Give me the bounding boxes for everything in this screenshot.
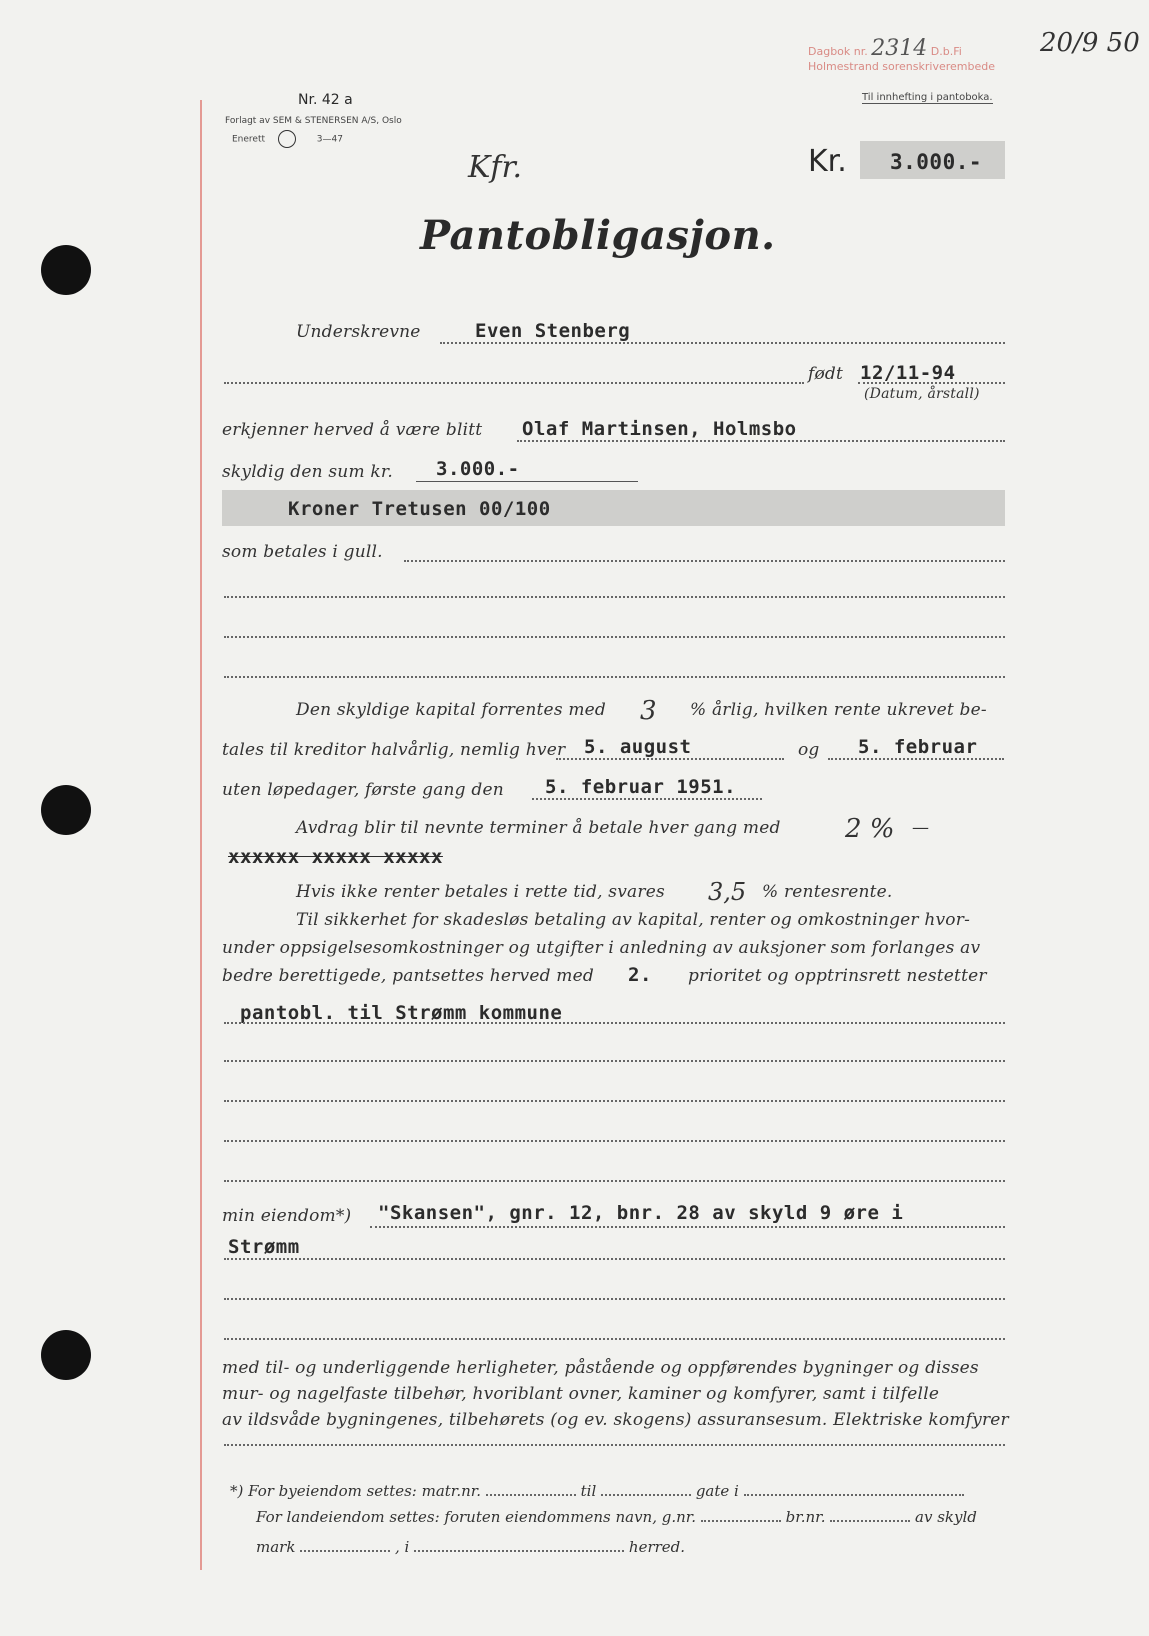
closing-line3: av ildsvåde bygningenes, tilbehørets (og ev. skogens) assuransesum. Elektriske komfyrer — [222, 1410, 1009, 1430]
erkjenner-value: Olaf Martinsen, Holmsbo — [522, 418, 797, 440]
property-line1: "Skansen", gnr. 12, bnr. 28 av skyld 9 øre i — [378, 1202, 904, 1224]
security-line1: Til sikkerhet for skadesløs betaling av kapital, renter og omkostninger hvor- — [296, 910, 971, 930]
footnote-3b: , i — [395, 1538, 410, 1556]
punch-hole-middle — [41, 785, 91, 835]
security-line3-a: bedre berettigede, pantsettes herved med — [222, 966, 594, 986]
property-line2: Strømm — [228, 1236, 300, 1258]
handwritten-date: 20/9 50 — [1040, 28, 1140, 58]
publisher-line2 — [232, 130, 343, 148]
footnote-line3 — [256, 1538, 856, 1556]
dagbok-number: 2314 — [871, 36, 928, 61]
fodt-label: født — [808, 364, 844, 384]
footnote-1b: til — [580, 1482, 597, 1500]
interest-rate: 3 — [640, 696, 657, 726]
skyldig-label: skyldig den sum kr. — [222, 462, 393, 482]
rentes-rate: 3,5 — [708, 878, 747, 906]
closing-line2: mur- og nagelfaste tilbehør, hvoriblant ovner, kaminer og komfyrer, samt i tilfelle — [222, 1384, 940, 1404]
page-title: Pantobligasjon. — [420, 212, 776, 259]
footnote-3a: mark — [256, 1538, 296, 1556]
security-line2: under oppsigelsesomkostninger og utgifter i anledning av auksjoner som forlanges av — [222, 938, 981, 958]
interest-line2-a: tales til kreditor halvårlig, nemlig hver — [222, 740, 566, 760]
avdrag-rate: 2 % — [845, 814, 895, 844]
publisher-enerett: Enerett — [232, 134, 266, 145]
interest-og: og — [798, 740, 820, 760]
interest-line3-a: uten løpedager, første gang den — [222, 780, 504, 800]
avdrag-label: Avdrag blir til nevnte terminer å betale hver gang med — [296, 818, 781, 838]
amount-label: Kr. — [808, 144, 847, 179]
punch-hole-top — [41, 245, 91, 295]
margin-rule — [200, 100, 202, 1570]
struck-text: xxxxxx xxxxx xxxxx — [228, 846, 443, 868]
dagbok-label: Dagbok nr. — [808, 45, 868, 58]
undersk-value: Even Stenberg — [475, 320, 631, 342]
pantobl-value: pantobl. til Strømm kommune — [240, 1002, 563, 1024]
property-label: min eiendom*) — [222, 1206, 352, 1226]
amount-value: 3.000.- — [890, 150, 983, 174]
interest-line1-b: % årlig, hvilken rente ukrevet be- — [690, 700, 987, 720]
punch-hole-bottom — [41, 1330, 91, 1380]
footnote-2a: For landeiendom settes: foruten eiendommens navn, g.nr. — [256, 1508, 697, 1526]
security-line3-b: prioritet og opptrinsrett nestetter — [688, 966, 987, 986]
avdrag-dash: — — [912, 818, 930, 838]
gull-label: som betales i gull. — [222, 542, 383, 562]
interest-date2: 5. februar — [858, 736, 978, 758]
footnote-3c: herred. — [628, 1538, 686, 1556]
interest-first-date: 5. februar 1951. — [545, 776, 737, 798]
skyldig-value: 3.000.- — [436, 458, 520, 480]
footnote-2b: br.nr. — [785, 1508, 826, 1526]
hvis-b: % rentesrente. — [762, 882, 893, 902]
footnote-2c: av skyld — [915, 1508, 977, 1526]
dagbok-suffix: D.b.Fi — [930, 45, 962, 58]
office-stamp: Holmestrand sorenskriverembede — [808, 60, 995, 73]
interest-line1-a: Den skyldige kapital forrentes med — [296, 700, 607, 720]
hvis-label: Hvis ikke renter betales i rette tid, svares — [296, 882, 665, 902]
footnote-line2 — [256, 1508, 1016, 1526]
publisher-logo-icon — [278, 130, 296, 148]
publisher-line1: Forlagt av SEM & STENERSEN A/S, Oslo — [225, 116, 402, 126]
initials-signature: Kfr. — [468, 150, 523, 185]
footnote-1c: gate i — [695, 1482, 739, 1500]
footnote-line1 — [230, 1482, 1010, 1500]
erkjenner-label: erkjenner herved å være blitt — [222, 420, 483, 440]
publisher-code: 3—47 — [316, 134, 343, 145]
prioritet-value: 2. — [628, 964, 652, 986]
kroner-value: Kroner Tretusen 00/100 — [288, 498, 551, 520]
fodt-hint: (Datum, årstall) — [864, 386, 980, 402]
form-number: Nr. 42 a — [298, 92, 353, 108]
closing-line1: med til- og underliggende herligheter, påstående og oppførendes bygninger og disses — [222, 1358, 979, 1378]
interest-date1: 5. august — [584, 736, 692, 758]
footnote-1a: *) For byeiendom settes: matr.nr. — [230, 1482, 482, 1500]
til-innhefting-label: Til innhefting i pantoboka. — [862, 92, 993, 103]
undersk-label: Underskrevne — [296, 322, 421, 342]
fodt-value: 12/11-94 — [860, 362, 956, 384]
